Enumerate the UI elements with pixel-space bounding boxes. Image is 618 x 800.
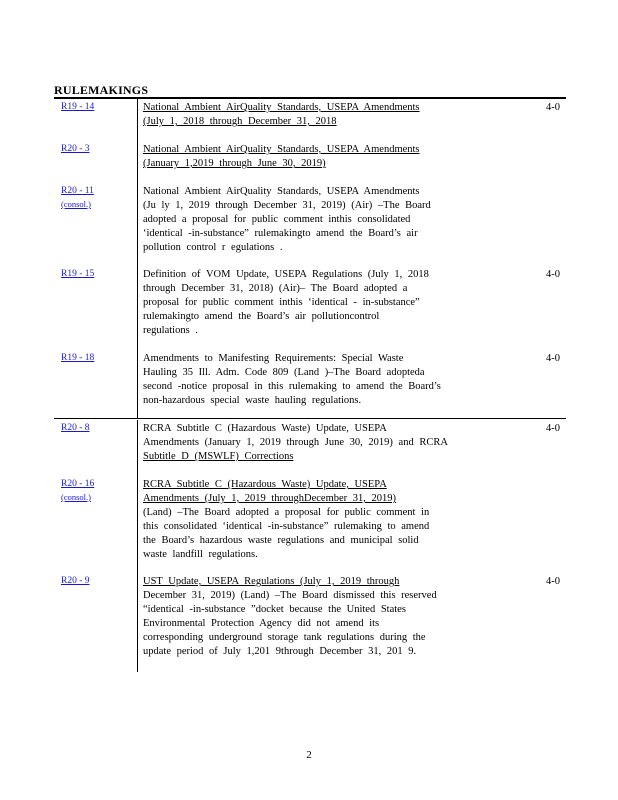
description-line: regulations .: [143, 325, 198, 336]
page-number: 2: [306, 749, 312, 761]
vote-tally: 4-0: [546, 423, 560, 434]
docket-number: R20 - 11: [61, 186, 94, 196]
description-line: this consolidated ‘identical -in-substance” rulemaking to amend: [143, 521, 430, 532]
heading-rule: [54, 97, 566, 99]
docket-consolidated-note: (consol.): [61, 492, 91, 502]
docket-link[interactable]: [61, 101, 94, 114]
entry-description: [143, 185, 443, 255]
vote-tally: 4-0: [546, 269, 560, 280]
docket-number: R20 - 3: [61, 144, 90, 154]
description-line: pollution control r egulations .: [143, 242, 283, 253]
docket-number: R20 - 9: [61, 576, 90, 586]
description-line: UST Update, USEPA Regulations (July 1, 2019 through: [143, 576, 400, 587]
description-line: the Board’s hazardous waste regulations and municipal solid: [143, 535, 419, 546]
entry-description: [143, 422, 448, 464]
description-line: National Ambient AirQuality Standards, USEPA Amendments: [143, 102, 420, 113]
description-line: non-hazardous special waste hauling regulations.: [143, 395, 362, 406]
description-line: update period of July 1,201 9through December 31, 201 9.: [143, 646, 417, 657]
description-line: second -notice proposal in this rulemaking to amend the Board’s: [143, 381, 441, 392]
vote-tally: 4-0: [546, 576, 560, 587]
docket-link[interactable]: [61, 143, 90, 156]
docket-link[interactable]: [61, 185, 94, 211]
description-line: Amendments (January 1, 2019 through June 30, 2019) and RCRA: [143, 437, 448, 448]
description-line: Definition of VOM Update, USEPA Regulations (July 1, 2018: [143, 269, 429, 280]
docket-link[interactable]: [61, 478, 94, 504]
description-line: adopted a proposal for public comment inthis consolidated: [143, 214, 411, 225]
description-line: Environmental Protection Agency did not amend its: [143, 618, 380, 629]
description-line: proposal for public comment inthis ‘identical - in-substance”: [143, 297, 420, 308]
description-line: “identical -in-substance ”docket because the United States: [143, 604, 406, 615]
description-line: Amendments (July 1, 2019 throughDecember 31, 2019): [143, 493, 397, 504]
docket-number: R19 - 15: [61, 269, 95, 279]
description-line: National Ambient AirQuality Standards, USEPA Amendments: [143, 144, 420, 155]
vote-tally: 4-0: [546, 353, 560, 364]
description-line: (Ju ly 1, 2019 through December 31, 2019) (Air) –The Board: [143, 200, 431, 211]
entry-description: [143, 143, 443, 171]
docket-number: R20 - 8: [61, 423, 90, 433]
description-line: National Ambient AirQuality Standards, USEPA Amendments: [143, 186, 420, 197]
docket-number: R19 - 18: [61, 353, 95, 363]
description-line: RCRA Subtitle C (Hazardous Waste) Update, USEPA: [143, 479, 387, 490]
description-line: (July 1, 2018 through December 31, 2018: [143, 116, 337, 127]
description-line: rulemakingto amend the Board’s air pollutioncontrol: [143, 311, 380, 322]
section-heading: RULEMAKINGS: [54, 83, 149, 97]
docket-link[interactable]: [61, 422, 90, 435]
docket-link[interactable]: [61, 352, 94, 365]
description-line: Subtitle D (MSWLF) Corrections: [143, 451, 294, 462]
description-line: through December 31, 2018) (Air)– The Board adopted a: [143, 283, 408, 294]
entry-description: [143, 268, 443, 338]
description-line: waste landfill regulations.: [143, 549, 258, 560]
entry-description: [143, 352, 443, 408]
section-divider: [54, 418, 566, 419]
vote-tally: 4-0: [546, 102, 560, 113]
description-line: corresponding underground storage tank regulations during the: [143, 632, 426, 643]
docket-number: R20 - 16: [61, 479, 95, 489]
description-line: (January 1,2019 through June 30, 2019): [143, 158, 326, 169]
entry-description: [143, 575, 443, 659]
description-line: RCRA Subtitle C (Hazardous Waste) Update, USEPA: [143, 423, 387, 434]
column-divider-top: [137, 98, 138, 418]
entry-description: [143, 478, 443, 562]
docket-number: R19 - 14: [61, 102, 95, 112]
docket-link[interactable]: [61, 268, 94, 281]
docket-consolidated-note: (consol.): [61, 199, 91, 209]
description-line: December 31, 2019) (Land) –The Board dismissed this reserved: [143, 590, 437, 601]
description-line: ‘identical -in-substance” rulemakingto amend the Board’s air: [143, 228, 418, 239]
description-line: Hauling 35 Ill. Adm. Code 809 (Land )–The Board adopteda: [143, 367, 425, 378]
description-line: (Land) –The Board adopted a proposal for public comment in: [143, 507, 430, 518]
description-line: Amendments to Manifesting Requirements: Special Waste: [143, 353, 404, 364]
column-divider-bottom: [137, 420, 138, 672]
docket-link[interactable]: [61, 575, 90, 588]
entry-description: [143, 101, 443, 129]
